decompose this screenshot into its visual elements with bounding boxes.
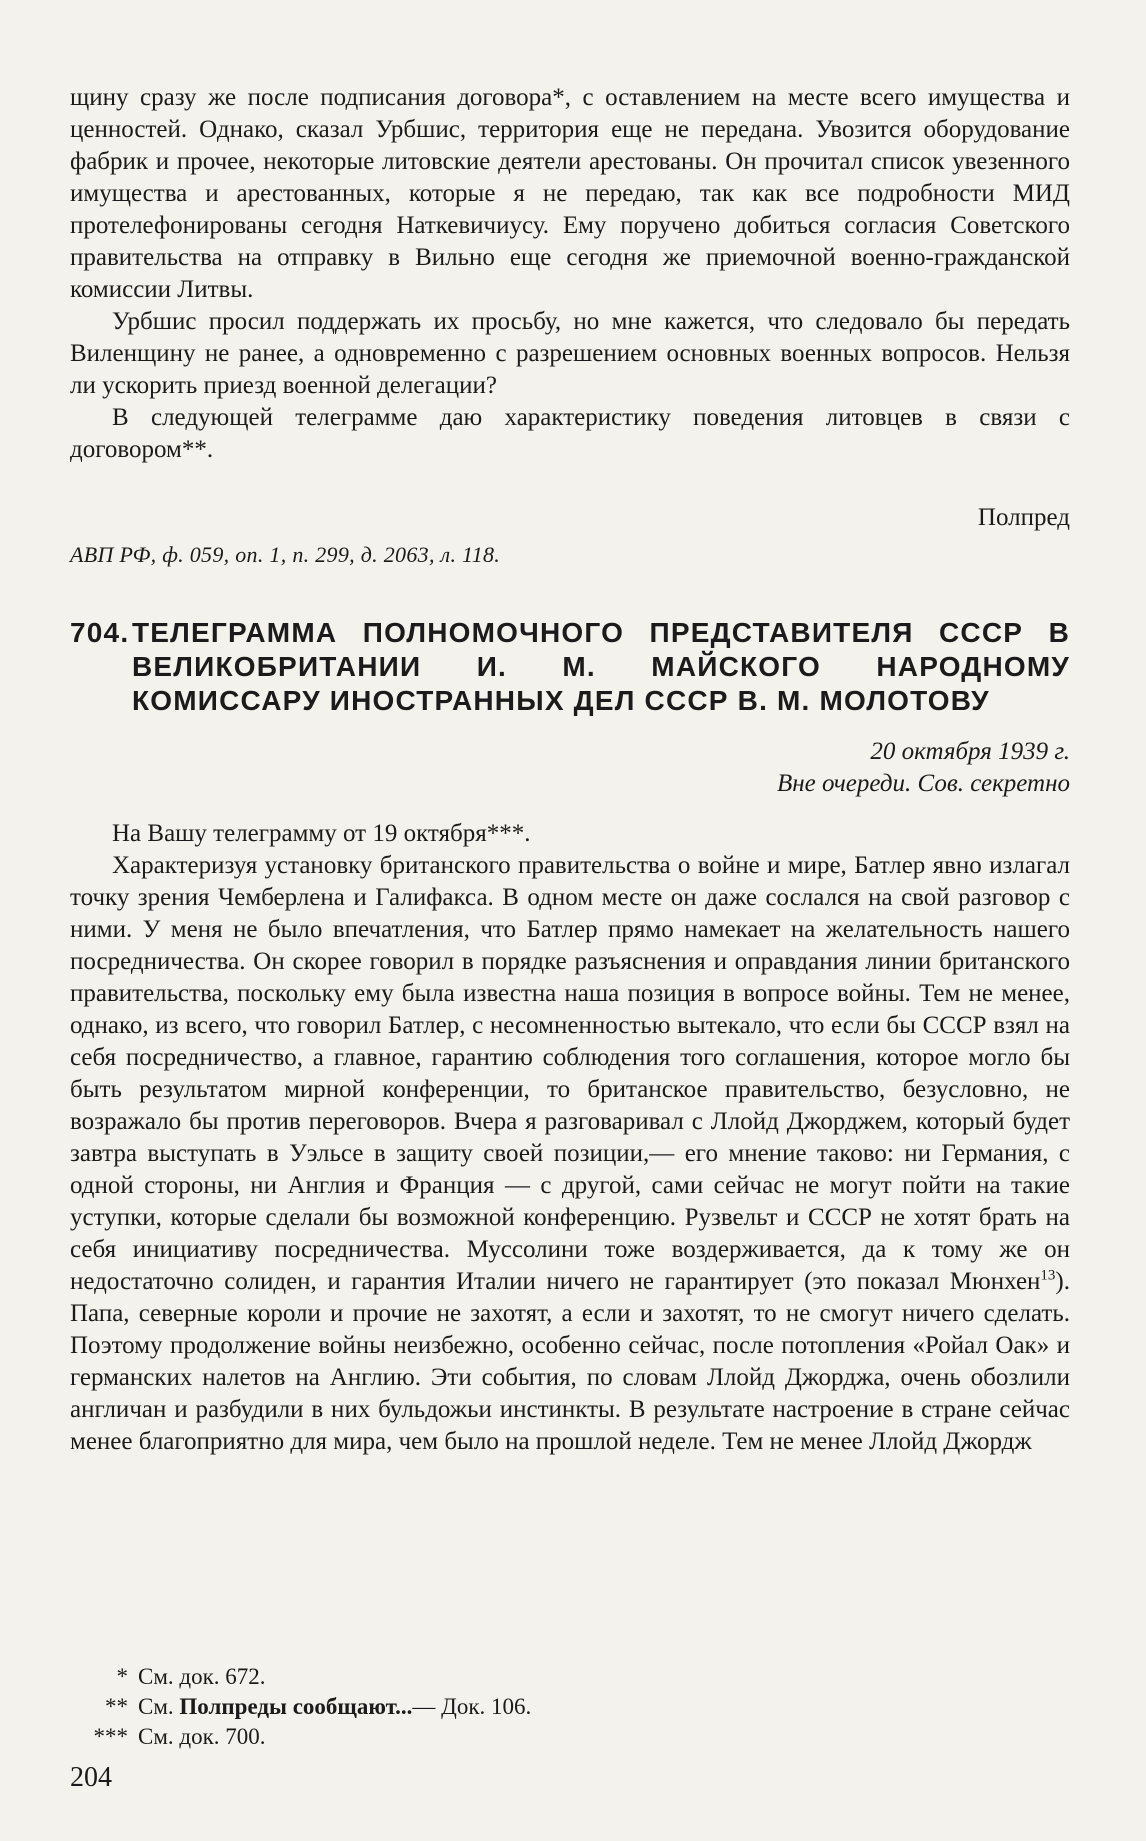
footnote xyxy=(70,1662,1070,1692)
paragraph-text: Характеризуя установку британского правительства о войне и мире, Батлер явно излагал точку зрения Чемберлена и Галифакса. В одном месте он даже сослался на свой разговор с ними. У меня не было впечатления, что Батлер прямо намекает на желательность нашего посредничества. Он скорее говорил в порядке разъяснения и оправдания линии британского правительства, поскольку ему была известна наша позиция в вопросе войны. Тем не менее, однако, из всего, что говорил Батлер, с несомненностью вытекало, что если бы СССР взял на себя посредничество, а главное, гарантию соблюдения того соглашения, которое могло бы быть результатом мирной конференции, то британское правительство, безусловно, не возражало бы против переговоров. Вчера я разговаривал с Ллойд Джорджем, который будет завтра выступать в Уэльсе в защиту своей позиции,— его мнение таково: ни Германия, с одной стороны, ни Англия и Франция — с другой, сами сейчас не могут пойти на такие уступки, которые сделали бы возможной конференцию. Рузвельт и СССР не хотят брать на себя инициативу посредничества. Муссолини тоже воздерживается, да к тому же он недостаточно солиден, и гарантия Италии ничего не гарантирует (это показал Мюнхен xyxy=(70,852,1070,1295)
document-title: ТЕЛЕГРАММА ПОЛНОМОЧНОГО ПРЕДСТАВИТЕЛЯ СССР В ВЕЛИКОБРИТАНИИ И. М. МАЙСКОГО НАРОДНОМУ КОМИССАРУ ИНОСТРАННЫХ ДЕЛ СССР В. М. МОЛОТОВУ xyxy=(132,617,1070,716)
paragraph-main xyxy=(70,850,1070,1458)
footnote xyxy=(70,1692,1070,1722)
paragraph-continuation: щину сразу же после подписания договора*, с оставлением на месте всего имущества и ценностей. Однако, сказал Урбшис, территория еще не передана. Увозится оборудование фабрик и прочее, некоторые литовские деятели арестованы. Он прочитал список увезенного имущества и арестованных, которые я не передаю, так как все подробности МИД протелефонированы сегодня Наткевичиусу. Ему поручено добиться согласия Советского правительства на отправку в Вильно еще сегодня же приемочной военно-гражданской комиссии Литвы. xyxy=(70,84,1070,303)
footnote-ref: 13 xyxy=(1040,1267,1056,1284)
footnotes xyxy=(70,1662,1070,1752)
document-number: 704. xyxy=(70,617,130,648)
paragraph: Урбшис просил поддержать их просьбу, но мне кажется, что следовало бы передать Виленщину не ранее, а одновременно с разрешением основных военных вопросов. Нельзя ли ускорить приезд военной делегации? xyxy=(70,308,1070,399)
paragraph: В следующей телеграмме даю характеристику поведения литовцев в связи с договором**. xyxy=(70,404,1070,463)
signature: Полпред xyxy=(977,504,1070,531)
footnote-mark: * xyxy=(116,1664,128,1689)
footnote-text: См. Полпреды сообщают...— Док. 106. xyxy=(138,1694,532,1719)
page-number: 204 xyxy=(70,1762,112,1793)
document-heading xyxy=(70,616,1070,718)
footnote-text: См. док. 672. xyxy=(138,1664,266,1689)
footnote-mark: ** xyxy=(105,1694,128,1719)
archive-reference: АВП РФ, ф. 059, оп. 1, п. 299, д. 2063, л. 118. xyxy=(70,542,501,567)
document-body xyxy=(70,818,1070,1458)
footnote-text: См. док. 700. xyxy=(138,1724,266,1749)
paragraph: На Вашу телеграмму от 19 октября***. xyxy=(112,820,531,847)
paragraph-text: ). Папа, северные короли и прочие не захотят, а если и захотят, то не смогут ничего сделать. Поэтому продолжение войны неизбежно, особенно сейчас, после потопления «Ройал Оак» и германских налетов на Англию. Эти события, по словам Ллойд Джорджа, очень обозлили англичан и разбудили в них бульдожьи инстинкты. В результате настроение в стране сейчас менее благоприятно для мира, чем было на прошлой неделе. Тем не менее Ллойд Джордж xyxy=(70,1268,1070,1455)
main-text xyxy=(70,82,1070,1458)
document-classification: Вне очереди. Сов. секретно xyxy=(777,770,1070,797)
footnote xyxy=(70,1722,1070,1752)
document-date: 20 октября 1939 г. xyxy=(870,738,1070,765)
footnote-mark: *** xyxy=(93,1724,128,1749)
